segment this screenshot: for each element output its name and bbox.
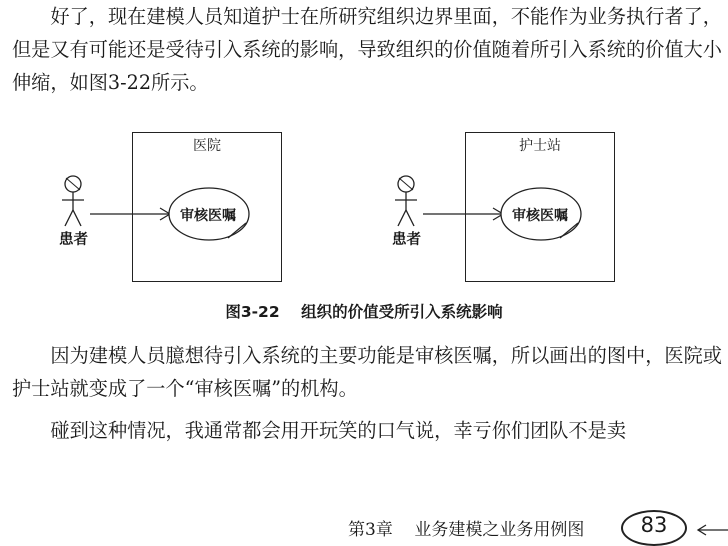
usecase-label-right: 审核医嘱 [512,208,568,224]
figure-caption: 图3-22 组织的价值受所引入系统影响 [225,303,503,321]
actor-label-right: 患者 [392,232,421,248]
chapter-footer: 第3章 业务建模之业务用例图 [348,520,585,540]
paragraph-3: 碰到这种情况，我通常都会用开玩笑的口气说，幸亏你们团队不是卖 [50,419,627,442]
box-title-left: 医院 [193,138,221,154]
actor-label-left: 患者 [59,232,88,248]
page-number: 83 [640,513,668,537]
left-arrow-icon [694,520,728,542]
actor-icon-left [58,174,88,230]
actor-icon-right [391,174,421,230]
usecase-label-left: 审核医嘱 [180,208,236,224]
paragraph-1: 好了，现在建模人员知道护士在所研究组织边界里面，不能作为业务执行者了，但是又有可能还是受待引入系统的影响，导致组织的价值随着所引入系统的价值大小伸缩，如图3-22所示。 [12,5,722,94]
paragraph-2: 因为建模人员臆想待引入系统的主要功能是审核医嘱，所以画出的图中，医院或护士站就变成了一个“审核医嘱”的机构。 [12,344,722,400]
association-arrow-right [423,206,507,222]
association-arrow-left [90,206,174,222]
box-title-right: 护士站 [519,138,561,154]
